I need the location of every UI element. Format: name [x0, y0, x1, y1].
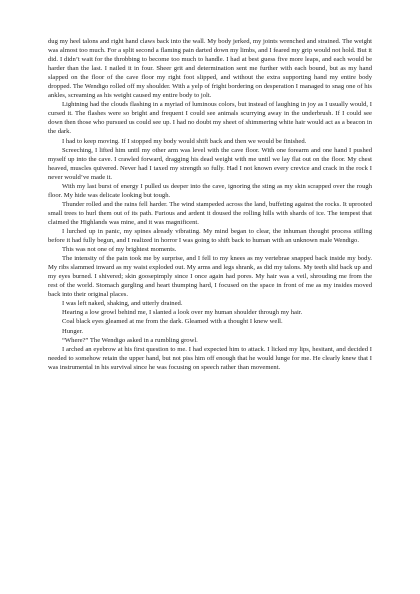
- paragraph-keep-moving: I had to keep moving. If I stopped my body would shift back and then we would be finished.: [62, 137, 307, 145]
- paragraph-thunder: Thunder rolled and the rains fell harder. The wind stampeded across the land, buffeting against the rocks. It uprooted small trees to hurl them out of its path. Furious and ardent it doused the rolling hills with shards of ice. The tempest that claimed the Highlands was mine, and it was magnificent.: [48, 200, 372, 226]
- paragraph-not-brightest: This was not one of my brightest moments.: [62, 246, 177, 254]
- paragraph-climb: dug my heel talons and right hand claws back into the wall. My body jerked, my joints wrenched and strained. The weight was almost too much. For a split second a flaming pain darted down my limbs, and I feared my grip would not hold. But it did. I didn’t wait for the throbbing to become too much to handle. I had at best guess five more leaps, and each would be harder than the last. I nailed it in four. Sheer grit and determination sent me further with each bound, but as my hand slapped on the floor of the cave floor my right foot slipped, and without the extra supporting hand my entire body dropped. The Wendigo rolled off my shoulder. With a yelp of fright bordering on desperation I managed to snag one of his ankles, screaming as his weight caused my entire body to jolt.: [48, 38, 372, 100]
- paragraph-hunger: Hunger.: [62, 327, 84, 335]
- paragraph-intensity: The intensity of the pain took me by surprise, and I fell to my knees as my vertebrae snapped back inside my body. My ribs slammed inward as my waist exploded out. My arms and legs shrank, as did my talons. My teeth slid back up and my eyes burned. I shivered; skin goosepimply since I once again had pores. My hair was a veil, shrouding me from the rest of the world. Stomach gurgling and heart thumping hard, I focused on the space in front of me as my insides moved back into their original places.: [48, 255, 372, 299]
- paragraph-lightning: Lightning had the clouds flashing in a myriad of luminous colors, but instead of laughing in joy as I usually would, I cursed it. The flashes were so bright and frequent I could see animals scurrying away in the underbrush. If I could see down then those who pursued us could see up. I had no doubt my sheet of shimmering white hair would act as a beacon in the dark.: [48, 101, 372, 136]
- paragraph-left-naked: I was left naked, shaking, and utterly drained.: [62, 300, 183, 308]
- paragraph-lurched: I lurched up in panic, my spines already vibrating. My mind began to clear, the inhuman thought process stilling before it had fully begun, and I realized in horror I was going to shift back to human with an unknown male Wendigo.: [48, 227, 372, 245]
- paragraph-low-growl: Hearing a low growl behind me, I slanted a look over my human shoulder through my hair.: [62, 309, 303, 317]
- paragraph-screeching: Screeching, I lifted him until my other arm was level with the cave floor. With one forearm and one hand I pushed myself up into the cave. I crawled forward, dragging his dead weight with me until we lay flat out on the floor. My chest heaved, muscles quivered. Never had I taxed my strength so fully. Had I not known every crevice and crack in the rock I never would’ve made it.: [48, 146, 372, 181]
- paragraph-last-burst: With my last burst of energy I pulled us deeper into the cave, ignoring the sting as my skin scrapped over the rough floor. My hide was delicate looking but tough.: [48, 182, 372, 199]
- paragraph-coal-eyes: Coal black eyes gleamed at me from the dark. Gleamed with a thought I knew well.: [62, 318, 283, 326]
- paragraph-eyebrow: I arched an eyebrow at his first question to me. I had expected him to attack. I licked my lips, hesitant, and decided I needed to somehow retain the upper hand, but not piss him off enough that he would lunge for me. He clearly knew that I was instrumental in his survival since he was focusing on speech rather than movement.: [48, 345, 372, 371]
- paragraph-where: “Where?” The Wendigo asked in a rumbling growl.: [62, 336, 198, 344]
